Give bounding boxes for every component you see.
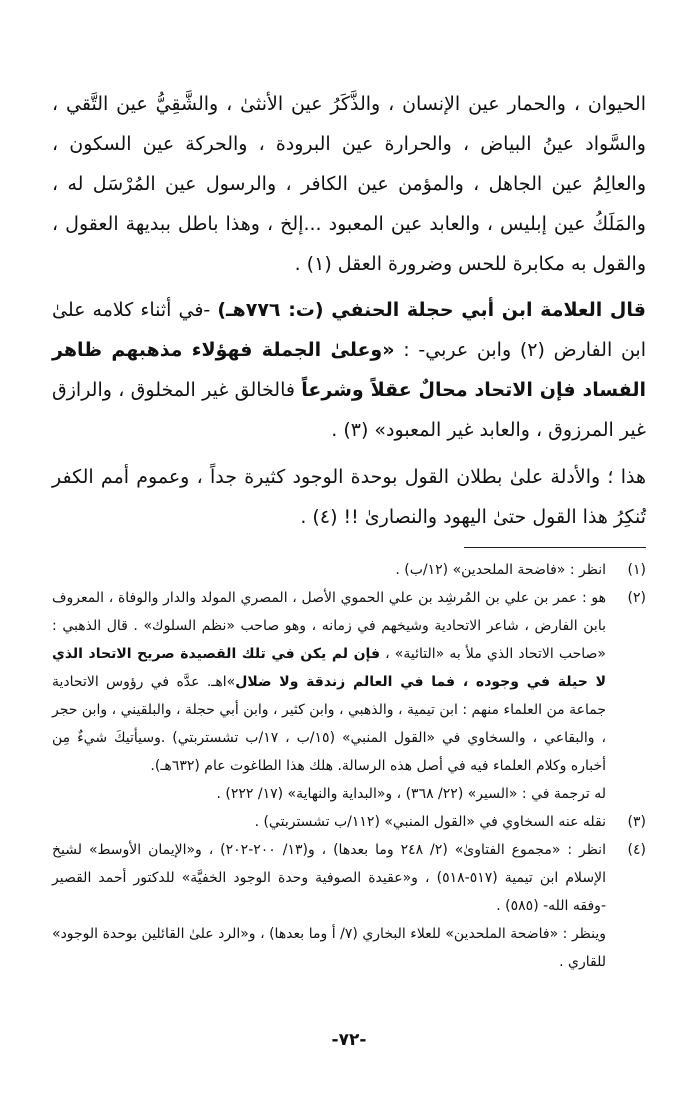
footnote-text-part: هو : عمر بن علي بن المُرشِد بن علي الحموي الأصل ، المصري المولد والدار والوفاة ، المعروف بابن الفارض ، شاعر الاتحادية وشيخهم في زمانه ، وهو صاحب «نظم السلوك» . قال الذهبي : «صاحب الاتحاد الذي ملأ به «التائية» ،: [52, 590, 607, 662]
footnote-text: انظر : «فاضحة الملحدين» (١٢/ب) .: [395, 562, 606, 578]
main-paragraph-1: [52, 84, 646, 284]
footnote-text: [52, 584, 606, 780]
paragraph-text: الحيوان ، والحمار عين الإنسان ، والذَّكَرُ عين الأنثىٰ ، والشَّقِيُّ عين التَّقي ، والسَّواد عينُ البياض ، والحرارة عين البرودة ، والحركة عين السكون ، والعالِمُ عين الجاهل ، والمؤمن عين الكافر ، والرسول عين المُرْسَل له ، والمَلَكُ عين إبليس ، والعابد عين المعبود ...إلخ ، وهذا باطل ببديهة العقول ، والقول به مكابرة للحس وضرورة العقل (١) .: [52, 93, 646, 275]
footnote-number: (٣): [627, 814, 646, 830]
footnote-text: نقله عنه السخاوي في «القول المنبي» (١١٢/ب تشستربتي) .: [254, 814, 606, 830]
footnote-bold-quote: فإن لم يكن في تلك القصيدة صريح الاتحاد الذي لا حيلة في وجوده ، فما في العالم زندقة ولا ضلال: [52, 646, 606, 690]
footnotes-section: [52, 556, 646, 976]
footnote-number: (٤): [627, 842, 646, 858]
main-paragraph-2: [52, 290, 646, 450]
paragraph-text-part: فالخالق غير المخلوق ، والرازق غير المرزوق ، والعابد غير المعبود» (٣) .: [52, 379, 646, 441]
bold-quote: «وعلىٰ الجملة فهؤلاء مذهبهم ظاهر الفساد فإن الاتحاد محالٌ عقلاً وشرعاً: [52, 339, 646, 401]
paragraph-text-part: -في أثناء كلامه علىٰ ابن الفارض (٢) وابن عربي- :: [52, 299, 647, 361]
footnote-separator: [464, 547, 646, 548]
footnote-4: [52, 836, 646, 920]
paragraph-text: هذا ؛ والأدلة علىٰ بطلان القول بوحدة الوجود كثيرة جداً ، وعموم أمم الكفر تُنكِرُ هذا القول حتىٰ اليهود والنصارىٰ !! (٤) .: [52, 466, 646, 528]
footnote-number: (٢): [627, 590, 646, 606]
footnote-3: [52, 808, 646, 836]
footnote-text-part: »اهـ. عدَّه في رؤوس الاتحادية جماعة من العلماء منهم : ابن تيمية ، والذهبي ، وابن كثير ، وابن أبي حجلة ، والبلقيني ، وابن حجر ، والبقاعي ، والسخاوي في «القول المنبي» (١٥/ب ، ١٧/ب تشستربتي) .وسيأتيكَ شيءٌ مِن أخباره وكلام العلماء فيه في أصل هذه الرسالة. هلك هذا الطاغوت عام (٦٣٢هـ).: [52, 674, 606, 774]
footnote-text: انظر : «مجموع الفتاوىٰ» (٢/ ٢٤٨ وما بعدها) ، و(١٣/ ٢٠٠-٢٠٢) ، و«الإيمان الأوسط» لشيخ الإسلام ابن تيمية (٥١٧-٥١٨) ، و«عقيدة الصوفية وحدة الوجود الخفيَّة» للدكتور أحمد القصير -وفقه الله- (٥٨٥) .: [52, 842, 607, 914]
paragraph-text: [52, 290, 646, 450]
footnote-2-continuation: له ترجمة في : «السير» (٢٢/ ٣٦٨) ، و«البداية والنهاية» (١٧/ ٢٢٢) .: [216, 786, 606, 802]
footnote-1: [52, 556, 646, 584]
footnote-4-continuation: وينظر : «فاضحة الملحدين» للعلاء البخاري (٧/ أ وما بعدها) ، و«الرد علىٰ القائلين بوحدة الوجود» للقاري .: [52, 926, 606, 970]
footnote-2: [52, 584, 646, 780]
footnote-number: (١): [627, 562, 646, 578]
scholar-intro: قال العلامة ابن أبي حجلة الحنفي (ت: ٧٧٦هـ): [217, 299, 646, 321]
page-number: -٧٢-: [331, 1030, 367, 1050]
main-paragraph-3: [52, 457, 646, 537]
